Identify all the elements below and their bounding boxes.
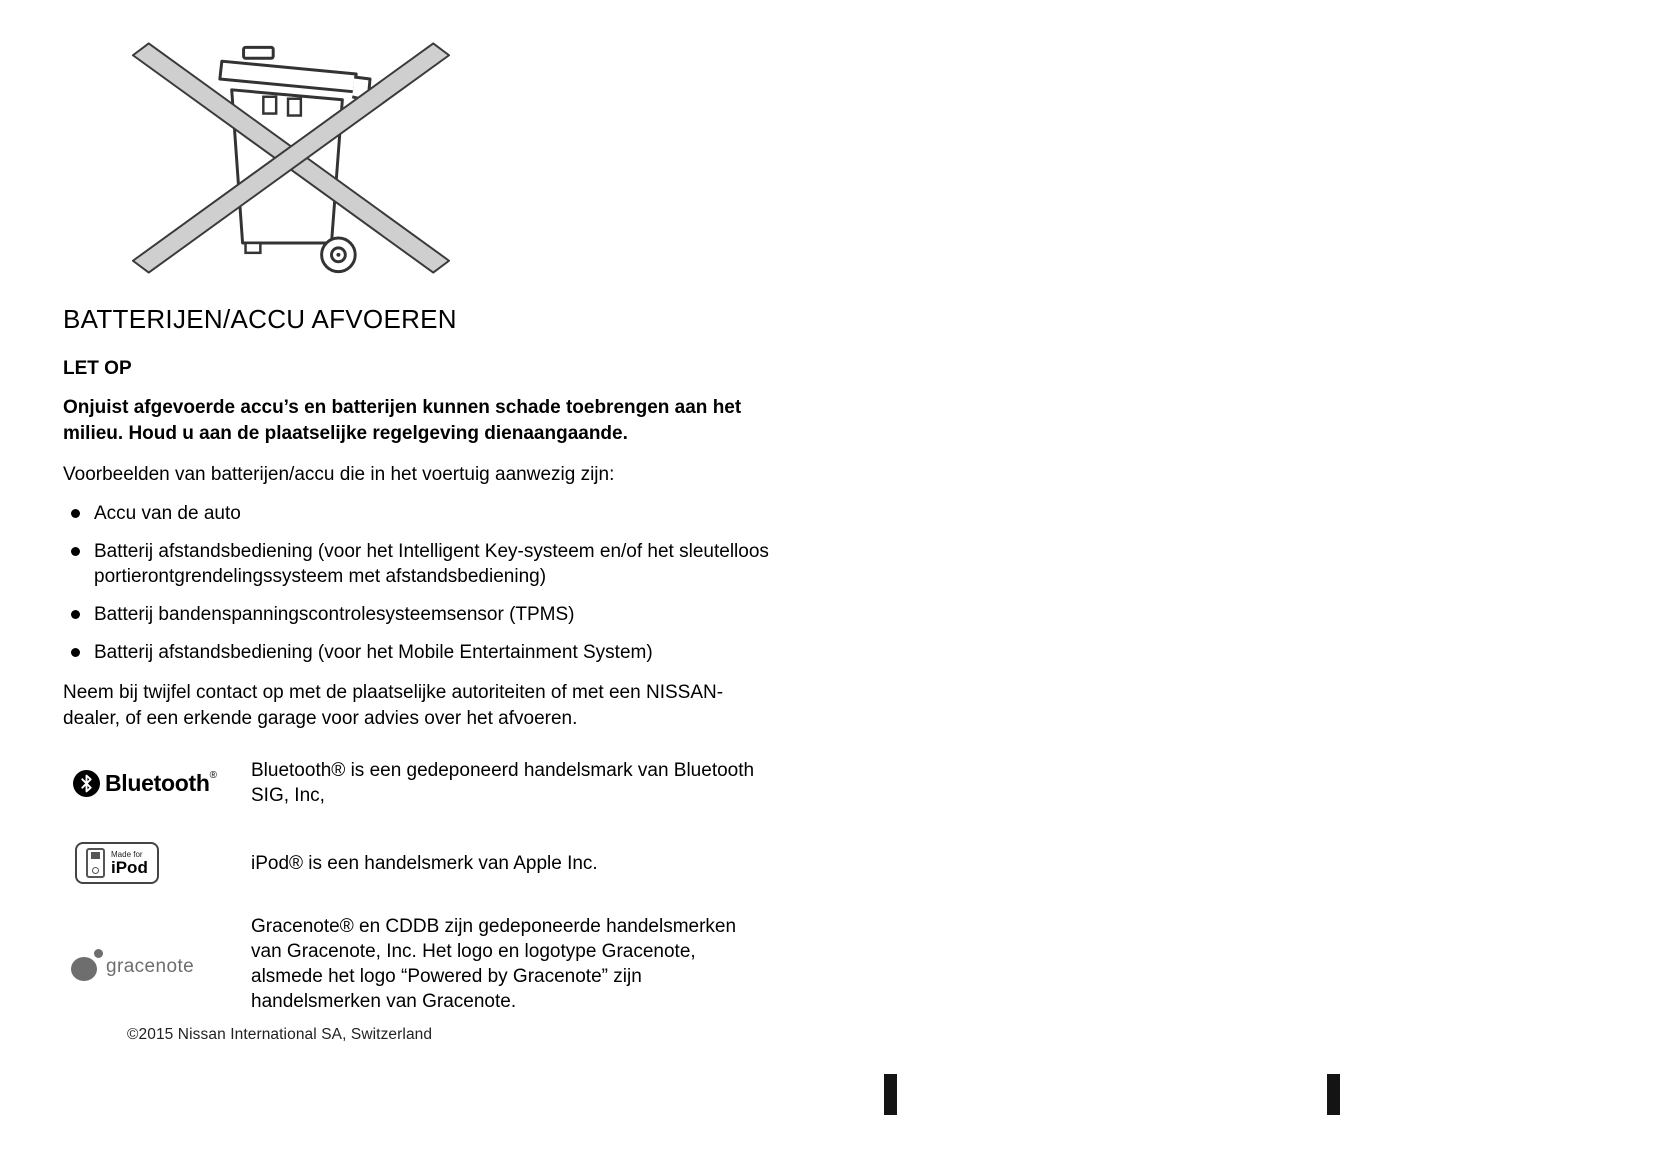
weee-crossed-bin-icon	[127, 38, 453, 278]
list-item	[63, 501, 769, 526]
bluetooth-icon	[73, 770, 100, 797]
ipod-badge-text	[111, 850, 148, 876]
caution-label: LET OP	[63, 358, 132, 379]
ipod-clickwheel	[92, 867, 99, 874]
bluetooth-trademark-row	[63, 758, 769, 808]
bluetooth-logo	[63, 770, 251, 797]
bullet-icon	[71, 648, 80, 657]
copyright-line: ©2015 Nissan International SA, Switzerland	[127, 1026, 433, 1043]
main-column	[63, 38, 769, 1044]
gracenote-wordmark	[71, 947, 251, 981]
page-title: BATTERIJEN/ACCU AFVOEREN	[63, 304, 457, 334]
trademark-section	[63, 758, 769, 1014]
made-for-ipod-badge	[63, 842, 251, 884]
gracenote-icon	[71, 947, 103, 981]
ipod-trademark-row	[63, 842, 769, 884]
list-item	[63, 602, 769, 627]
gracenote-trademark-text: Gracenote® en CDDB zijn gedeponeerde handelsmerken van Gracenote, Inc. Het logo en logotype Gracenote, alsmede het logo “Powered by Gracenote” zijn handelsmerken van Gracenote.	[251, 916, 737, 1012]
ipod-screen	[91, 852, 100, 859]
caution-text: Onjuist afgevoerde accu’s en batterijen kunnen schade toebrengen aan het milieu. Houd u aan de plaatselijke regelgeving dienaangaande.	[63, 397, 742, 444]
battery-examples-list	[63, 501, 769, 665]
registration-mark	[884, 1074, 897, 1115]
bullet-icon	[71, 610, 80, 619]
list-item-text: Accu van de auto	[94, 503, 241, 524]
list-item-text: Batterij afstandsbediening (voor het Intelligent Key-systeem en/of het sleutelloos portierontgrendelingssysteem met afstandsbediening)	[94, 541, 769, 587]
registered-mark: ®	[209, 769, 217, 781]
ipod-label: iPod	[111, 858, 148, 877]
gracenote-wordmark-text: gracenote	[106, 956, 195, 977]
gracenote-logo	[63, 947, 251, 981]
gracenote-trademark-row	[63, 914, 769, 1014]
bluetooth-trademark-text: Bluetooth® is een gedeponeerd handelsmark van Bluetooth SIG, Inc,	[251, 760, 755, 806]
bluetooth-wordmark	[73, 770, 251, 797]
list-item-text: Batterij bandenspanningscontrolesysteemsensor (TPMS)	[94, 604, 575, 625]
bullet-icon	[71, 509, 80, 518]
closing-text: Neem bij twijfel contact op met de plaatselijke autoriteiten of met een NISSAN-dealer, of een erkende garage voor advies over het afvoeren.	[63, 682, 724, 729]
bluetooth-wordmark-text: Bluetooth	[105, 769, 210, 796]
ipod-icon	[86, 848, 105, 878]
bullet-icon	[71, 547, 80, 556]
list-item	[63, 539, 769, 589]
registration-mark	[1327, 1074, 1340, 1115]
intro-text: Voorbeelden van batterijen/accu die in het voertuig aanwezig zijn:	[63, 464, 615, 485]
gracenote-icon-circle	[71, 957, 97, 981]
ipod-trademark-text: iPod® is een handelsmerk van Apple Inc.	[251, 852, 598, 874]
list-item	[63, 640, 769, 665]
gracenote-icon-dot	[94, 949, 103, 958]
ipod-badge-frame	[75, 842, 159, 884]
made-for-label: Made for	[111, 850, 143, 859]
list-item-text: Batterij afstandsbediening (voor het Mobile Entertainment System)	[94, 642, 653, 663]
